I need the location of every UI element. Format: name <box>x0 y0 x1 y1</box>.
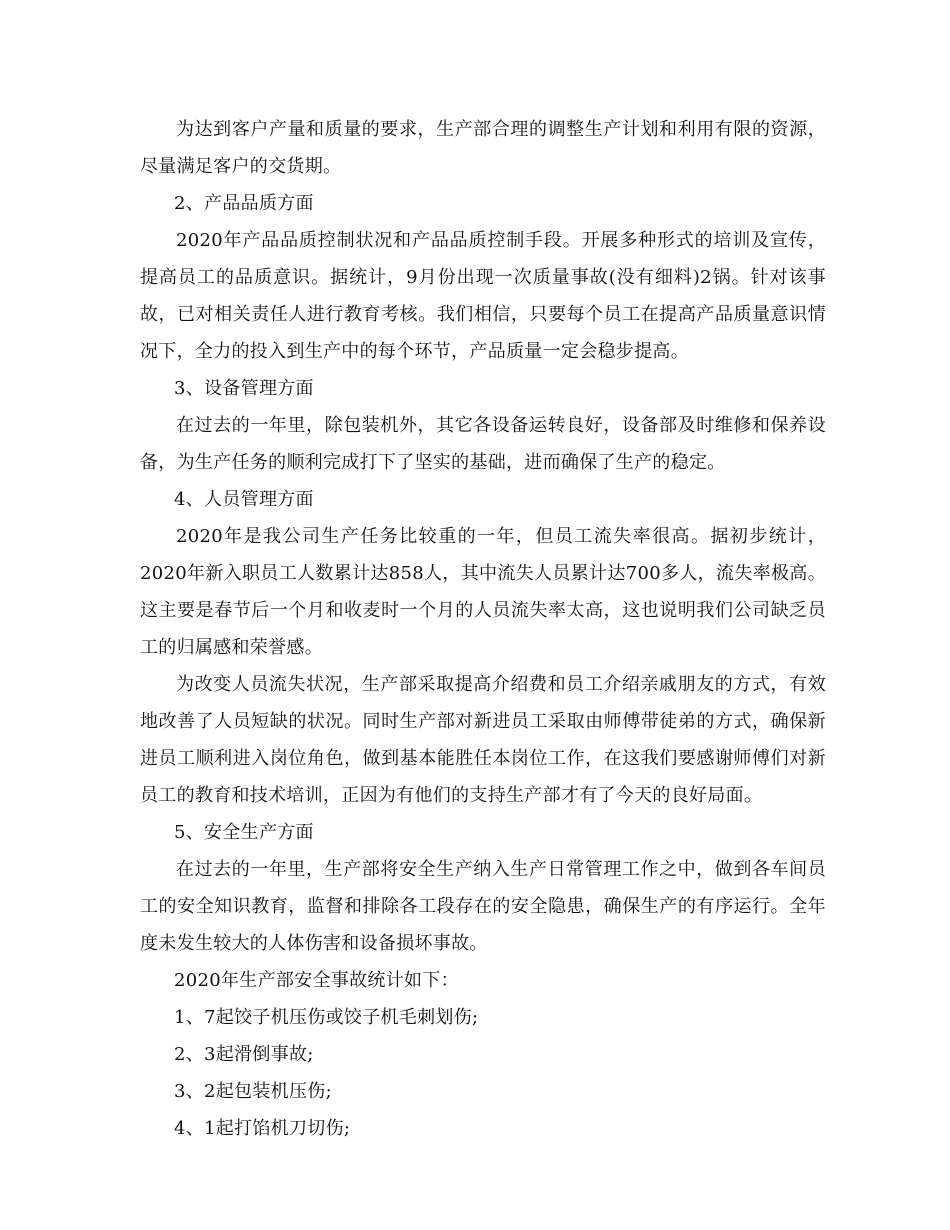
list-item: 2、3起滑倒事故; <box>174 1044 314 1065</box>
section-heading-equipment: 3、设备管理方面 <box>174 378 314 399</box>
document-body <box>140 111 826 1147</box>
paragraph-personnel-measures: 为改变人员流失状况，生产部采取提高介绍费和员工介绍亲戚朋友的方式，有效地改善了人员短缺的状况。同时生产部对新进员工采取由师傅带徒弟的方式，确保新进员工顺利进入岗位角色，做到基本能胜任本岗位工作，在这我们要感谢师傅们对新员工的教育和技术培训，正因为有他们的支持生产部才有了今天的良好局面。 <box>140 674 826 806</box>
paragraph-intro: 为达到客户产量和质量的要求，生产部合理的调整生产计划和利用有限的资源，尽量满足客户的交货期。 <box>140 119 826 177</box>
paragraph-quality: 2020年产品品质控制状况和产品品质控制手段。开展多种形式的培训及宣传，提高员工的品质意识。据统计，9月份出现一次质量事故(没有细料)2锅。针对该事故，已对相关责任人进行教育考核。我们相信，只要每个员工在提高产品质量意识情况下，全力的投入到生产中的每个环节，产品质量一定会稳步提高。 <box>140 230 826 362</box>
section-heading-quality: 2、产品品质方面 <box>174 193 314 214</box>
safety-stats-intro: 2020年生产部安全事故统计如下： <box>174 970 459 991</box>
list-item: 4、1起打馅机刀切伤; <box>174 1118 351 1139</box>
paragraph-safety: 在过去的一年里，生产部将安全生产纳入生产日常管理工作之中，做到各车间员工的安全知识教育，监督和排除各工段存在的安全隐患，确保生产的有序运行。全年度未发生较大的人体伤害和设备损坏事故。 <box>140 859 826 954</box>
paragraph-equipment: 在过去的一年里，除包装机外，其它各设备运转良好，设备部及时维修和保养设备，为生产任务的顺利完成打下了坚实的基础，进而确保了生产的稳定。 <box>140 415 826 473</box>
section-heading-personnel: 4、人员管理方面 <box>174 489 314 510</box>
paragraph-personnel-turnover: 2020年是我公司生产任务比较重的一年，但员工流失率很高。据初步统计，2020年新入职员工人数累计达858人，其中流失人员累计达700多人，流失率极高。这主要是春节后一个月和收麦时一个月的人员流失率太高，这也说明我们公司缺乏员工的归属感和荣誉感。 <box>140 526 826 658</box>
list-item: 3、2起包装机压伤; <box>174 1081 332 1102</box>
section-heading-safety: 5、安全生产方面 <box>174 822 314 843</box>
list-item: 1、7起饺子机压伤或饺子机毛刺划伤; <box>174 1007 479 1028</box>
